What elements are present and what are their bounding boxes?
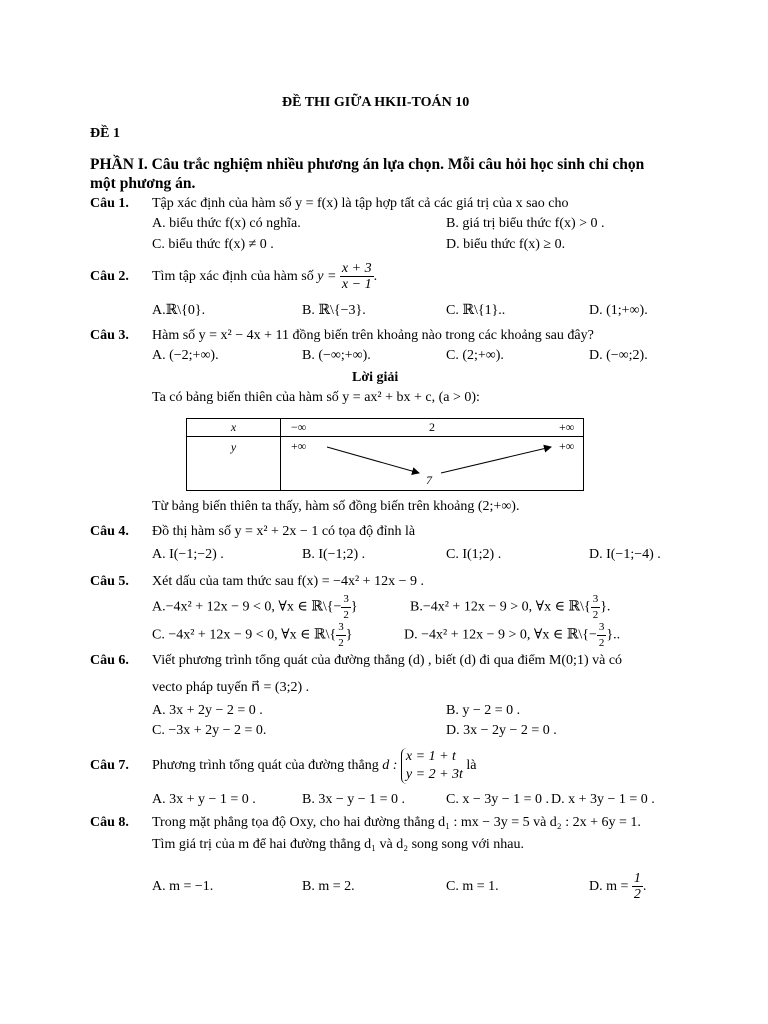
q5-option-d: D. −4x² + 12x − 9 > 0, ∀x ∈ ℝ\{− $\frac{3}{2}$ }.. (404, 621, 621, 649)
q7-option-c: C. x − 3y − 1 = 0 . (446, 792, 550, 807)
q3-option-a: A. (−2;+∞). (152, 348, 219, 363)
q5-stem: Xét dấu của tam thức sau f(x) = −4x² + 12x − 9 . (152, 574, 424, 589)
q1-stem: Tập xác định của hàm số y = f(x) là tập hợp tất cả các giá trị của x sao cho (152, 196, 569, 211)
q7-option-d: D. x + 3y − 1 = 0 . (551, 792, 655, 807)
table-y-right: +∞ (559, 439, 575, 453)
q7-option-b: B. 3x − y − 1 = 0 . (302, 792, 406, 807)
q1-label: Câu 1. (90, 196, 129, 211)
q8-stem: Trong mặt phẳng tọa độ Oxy, cho hai đường thẳng d₁ : mx − 3y = 5 và d₂ : 2x + 6y = 1. (152, 815, 641, 830)
q4-option-c: C. I(1;2) . (446, 547, 502, 562)
exam-title: ĐỀ THI GIỮA HKII-TOÁN 10 (282, 95, 470, 110)
q8-option-b: B. m = 2. (302, 879, 355, 894)
q5-option-c: C. −4x² + 12x − 9 < 0, ∀x ∈ ℝ\{ $\frac{3}{2}$ } (152, 621, 353, 649)
q6-option-a: A. 3x + 2y − 2 = 0 . (152, 703, 263, 718)
q6-option-b: B. y − 2 = 0 . (446, 703, 521, 718)
q2-option-b: B. ℝ\{−3}. (302, 303, 366, 318)
variation-table (186, 418, 584, 491)
q7-system (401, 748, 463, 784)
q2-fraction-den: x − 1 (341, 277, 372, 293)
q6-option-d: D. 3x − 2y − 2 = 0 . (446, 723, 557, 738)
table-y-header: y (187, 437, 281, 491)
q5-option-a: A.−4x² + 12x − 9 < 0, ∀x ∈ ℝ\{− $\frac{3}{2}$ } (152, 593, 358, 621)
arrow-down (327, 447, 419, 473)
q8-label: Câu 8. (90, 815, 129, 830)
q3-solution-line2: Từ bảng biến thiên ta thấy, hàm số đồng biến trên khoảng (2;+∞). (152, 499, 520, 514)
q7-la: là (466, 758, 477, 773)
q3-option-d: D. (−∞;2). (589, 348, 648, 363)
q7-d: d : (382, 758, 398, 773)
table-arrows (281, 437, 581, 491)
q2-fraction (340, 261, 374, 292)
q6-option-c: C. −3x + 2y − 2 = 0. (152, 723, 267, 738)
q3-solution-line1: Ta có bảng biến thiên của hàm số y = ax² + bx + c, (a > 0): (152, 390, 480, 405)
table-x-header: x (187, 419, 281, 437)
q1-option-c: C. biểu thức f(x) ≠ 0 . (152, 237, 274, 252)
q1-option-b: B. giá trị biểu thức f(x) > 0 . (446, 216, 605, 231)
q4-option-d: D. I(−1;−4) . (589, 547, 661, 562)
table-x-row (281, 419, 584, 437)
q5-label: Câu 5. (90, 574, 129, 589)
q5-option-b: B.−4x² + 12x − 9 > 0, ∀x ∈ ℝ\{ $\frac{3}{2}$ }. (410, 593, 611, 621)
q8-option-d: D. m = $\frac{1}{2}$ . (589, 871, 647, 903)
q2-option-c: C. ℝ\{1}.. (446, 303, 506, 318)
q6-stem: Viết phương trình tổng quát của đường thẳng (d) , biết (d) đi qua điểm M(0;1) và có (152, 653, 623, 668)
q7-option-a: A. 3x + y − 1 = 0 . (152, 792, 256, 807)
q2-y: y = (317, 269, 337, 284)
table-y-row (281, 437, 584, 491)
exam-code: ĐỀ 1 (90, 126, 120, 141)
q2-option-a: A.ℝ\{0}. (152, 303, 206, 318)
q4-stem: Đồ thị hàm số y = x² + 2x − 1 có tọa độ đỉnh là (152, 524, 416, 539)
q3-label: Câu 3. (90, 328, 129, 343)
table-y-left: +∞ (291, 439, 307, 453)
q4-option-b: B. I(−1;2) . (302, 547, 366, 562)
q7-label: Câu 7. (90, 758, 129, 773)
q7-system-eq2: y = 2 + 3t (405, 766, 463, 782)
q7-stem-row (152, 744, 477, 788)
arrow-up (441, 447, 551, 473)
q1-option-d: D. biểu thức f(x) ≥ 0. (446, 237, 566, 252)
q1-option-a: A. biểu thức f(x) có nghĩa. (152, 216, 301, 231)
q2-fraction-num: x + 3 (341, 261, 372, 277)
q6-label: Câu 6. (90, 653, 129, 668)
part1-heading-line1: PHẦN I. Câu trắc nghiệm nhiều phương án lựa chọn. Mỗi câu hỏi học sinh chỉ chọn (90, 156, 645, 173)
table-y-min: 7 (426, 473, 432, 487)
q3-option-b: B. (−∞;+∞). (302, 348, 371, 363)
q2-stem-row: Tìm tập xác định của hàm số y = $\frac{x + 3}{x - 1}$ . (152, 261, 378, 293)
q7-system-eq1: x = 1 + t (405, 748, 456, 764)
q2-label: Câu 2. (90, 269, 129, 284)
q8-stem2: Tìm giá trị của m để hai đường thẳng d₁ và d₂ song song với nhau. (152, 837, 524, 852)
q4-option-a: A. I(−1;−2) . (152, 547, 224, 562)
table-x-pos-inf: +∞ (559, 420, 575, 434)
q8-option-a: A. m = −1. (152, 879, 214, 894)
q3-stem: Hàm số y = x² − 4x + 11 đồng biến trên khoảng nào trong các khoảng sau đây? (152, 328, 594, 343)
q4-label: Câu 4. (90, 524, 129, 539)
table-x-two: 2 (429, 420, 435, 434)
table-x-neg-inf: −∞ (291, 420, 307, 434)
q3-solution-title: Lời giải (352, 370, 399, 385)
q2-stem: Tìm tập xác định của hàm số (152, 269, 314, 284)
q7-stem: Phương trình tổng quát của đường thẳng (152, 758, 379, 773)
q6-stem2: vecto pháp tuyến n⃗ = (3;2) . (152, 680, 310, 695)
q3-option-c: C. (2;+∞). (446, 348, 504, 363)
q8-option-c: C. m = 1. (446, 879, 499, 894)
part1-heading-line2: một phương án. (90, 175, 196, 192)
q2-option-d: D. (1;+∞). (589, 303, 648, 318)
